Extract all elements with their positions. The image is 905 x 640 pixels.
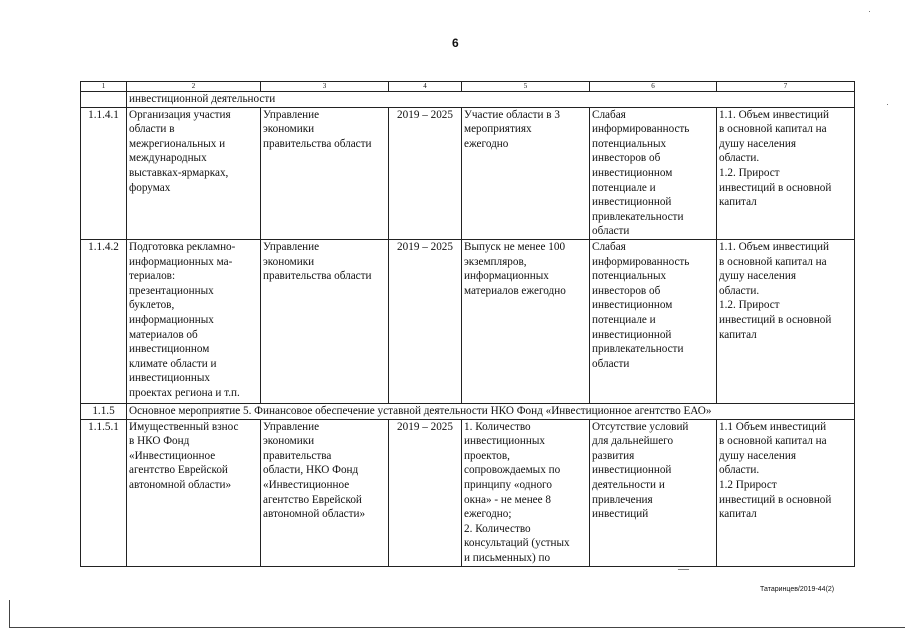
table-row <box>81 239 855 403</box>
consequences <box>590 239 717 403</box>
cell-line: проектах региона и т.п. <box>129 386 240 399</box>
cell-line: области в <box>129 123 175 136</box>
cell-line: инвестиционном <box>592 166 673 179</box>
cell-line: Выпуск не менее 100 <box>464 240 566 253</box>
page-number: 6 <box>452 36 459 50</box>
scan-edge-bottom <box>10 627 905 628</box>
cell-line: 1.2. Прирост <box>719 166 780 179</box>
cell-line: сопровождаемых по <box>464 464 561 477</box>
indicator-link <box>717 419 855 566</box>
cell-line: инвестиционном <box>592 299 673 312</box>
cell-line: правительства <box>263 449 332 462</box>
document-id: Татаринцев/2019-44(2) <box>760 586 835 593</box>
cell-line: инвестиционной <box>592 328 672 341</box>
column-number: 2 <box>127 82 261 92</box>
section-title: Основное мероприятие 5. Финансовое обеспечение уставной деятельности НКО Фонд «Инвестиционное агентство ЕАО» <box>127 403 855 419</box>
cell-line: инвестиций в основной <box>719 313 832 326</box>
cell-line: в основной капитал на <box>719 123 827 136</box>
cell-line: в основной капитал на <box>719 255 827 268</box>
executor <box>261 107 389 239</box>
cell-line: презентационных <box>129 284 214 297</box>
event-name <box>127 419 261 566</box>
executor <box>261 239 389 403</box>
column-number: 5 <box>462 82 590 92</box>
dash-mark: — <box>678 563 689 575</box>
cell-line: области. <box>719 284 760 297</box>
cell-line: выставках-ярмарках, <box>129 166 229 179</box>
period: 2019 – 2025 <box>389 107 462 239</box>
cell-line: привлекательности <box>592 210 684 223</box>
indicator <box>462 239 590 403</box>
cell-line: информационных <box>464 270 549 283</box>
cell-line: информационных ма- <box>129 255 233 268</box>
cell-line: капитал <box>719 328 757 341</box>
cell-line: в основной капитал на <box>719 435 827 448</box>
cell-line: межрегиональных и <box>129 137 226 150</box>
cell-line: териалов: <box>129 270 176 283</box>
indicator-link <box>717 239 855 403</box>
cell-line: душу населения <box>719 449 796 462</box>
cell-line: инвесторов об <box>592 152 661 165</box>
table-row <box>81 107 855 239</box>
event-name <box>127 107 261 239</box>
section-row <box>81 403 855 419</box>
cell-line: области. <box>719 464 760 477</box>
cell-line: душу населения <box>719 137 796 150</box>
cell-line: инвестиций в основной <box>719 493 832 506</box>
cell-line: информационных <box>129 313 214 326</box>
cell-line: инвестиций в основной <box>719 181 832 194</box>
cell-line: консультаций (устных <box>464 537 570 550</box>
cell-line: Управление <box>263 108 320 121</box>
cell-line: экономики <box>263 255 315 268</box>
cell-line: Имущественный взнос <box>129 420 239 433</box>
cell-line: мероприятиях <box>464 123 532 136</box>
row-code: 1.1.4.2 <box>81 239 127 403</box>
period: 2019 – 2025 <box>389 239 462 403</box>
column-number: 6 <box>590 82 717 92</box>
cell-line: материалов об <box>129 328 198 341</box>
empty-cell <box>81 92 127 108</box>
cell-line: 1.1. Объем инвестиций <box>719 108 829 121</box>
cell-line: экономики <box>263 435 315 448</box>
cell-line: Слабая <box>592 240 626 253</box>
cell-line: 1.2. Прирост <box>719 299 780 312</box>
cell-line: инвестиционном <box>129 343 210 356</box>
continuation-text: инвестиционной деятельности <box>127 92 855 108</box>
cell-line: Слабая <box>592 108 626 121</box>
cell-line: экземпляров, <box>464 255 527 268</box>
cell-line: 1. Количество <box>464 420 531 433</box>
indicator <box>462 107 590 239</box>
cell-line: материалов ежегодно <box>464 284 566 297</box>
indicator-link <box>717 107 855 239</box>
cell-line: буклетов, <box>129 299 175 312</box>
cell-line: деятельности и <box>592 478 665 491</box>
cell-line: области <box>592 225 630 238</box>
program-events-table <box>80 81 855 567</box>
cell-line: развития <box>592 449 635 462</box>
cell-line: потенциальных <box>592 137 667 150</box>
cell-line: капитал <box>719 508 757 521</box>
cell-line: 1.2 Прирост <box>719 478 777 491</box>
cell-line: Отсутствие условий <box>592 420 689 433</box>
scan-speck <box>869 11 870 12</box>
cell-line: Подготовка рекламно- <box>129 240 236 253</box>
cell-line: правительства области <box>263 270 372 283</box>
cell-line: привлечения <box>592 493 653 506</box>
event-name <box>127 239 261 403</box>
indicator <box>462 419 590 566</box>
scan-edge-left <box>9 600 10 628</box>
section-code: 1.1.5 <box>81 403 127 419</box>
cell-line: информированность <box>592 255 690 268</box>
cell-line: информированность <box>592 123 690 136</box>
cell-line: области. <box>719 152 760 165</box>
cell-line: привлекательности <box>592 343 684 356</box>
cell-line: потенциальных <box>592 270 667 283</box>
cell-line: инвестиций <box>592 508 649 521</box>
scan-speck <box>887 104 888 105</box>
cell-line: инвесторов об <box>592 284 661 297</box>
cell-line: и письменных) по <box>464 551 551 564</box>
cell-line: агентство Еврейской <box>263 493 362 506</box>
cell-line: Организация участия <box>129 108 231 121</box>
row-code: 1.1.5.1 <box>81 419 127 566</box>
cell-line: инвестиционной <box>592 464 672 477</box>
cell-line: агентство Еврейской <box>129 464 228 477</box>
cell-line: «Инвестиционное <box>263 478 350 491</box>
cell-line: 2. Количество <box>464 522 531 535</box>
cell-line: Управление <box>263 240 320 253</box>
cell-line: инвестиционных <box>464 435 545 448</box>
cell-line: Управление <box>263 420 320 433</box>
cell-line: ежегодно; <box>464 508 512 521</box>
executor <box>261 419 389 566</box>
column-number: 4 <box>389 82 462 92</box>
cell-line: правительства области <box>263 137 372 150</box>
period: 2019 – 2025 <box>389 419 462 566</box>
consequences <box>590 419 717 566</box>
cell-line: в НКО Фонд <box>129 435 190 448</box>
cell-line: проектов, <box>464 449 510 462</box>
cell-line: окна» - не менее 8 <box>464 493 551 506</box>
cell-line: душу населения <box>719 270 796 283</box>
cell-line: для дальнейшего <box>592 435 674 448</box>
cell-line: экономики <box>263 123 315 136</box>
cell-line: принципу «одного <box>464 478 552 491</box>
cell-line: области <box>592 357 630 370</box>
cell-line: климате области и <box>129 357 217 370</box>
cell-line: капитал <box>719 196 757 209</box>
cell-line: инвестиционной <box>592 196 672 209</box>
cell-line: автономной области» <box>263 508 366 521</box>
cell-line: «Инвестиционное <box>129 449 216 462</box>
continuation-row <box>81 92 855 108</box>
table-row <box>81 419 855 566</box>
cell-line: Участие области в 3 <box>464 108 560 121</box>
consequences <box>590 107 717 239</box>
row-code: 1.1.4.1 <box>81 107 127 239</box>
cell-line: потенциале и <box>592 181 656 194</box>
cell-line: области, НКО Фонд <box>263 464 359 477</box>
column-number: 7 <box>717 82 855 92</box>
cell-line: ежегодно <box>464 137 509 150</box>
column-number: 3 <box>261 82 389 92</box>
cell-line: потенциале и <box>592 313 656 326</box>
cell-line: международных <box>129 152 207 165</box>
cell-line: 1.1. Объем инвестиций <box>719 240 829 253</box>
cell-line: инвестиционных <box>129 372 210 385</box>
cell-line: автономной области» <box>129 478 232 491</box>
column-number: 1 <box>81 82 127 92</box>
column-number-row <box>81 82 855 92</box>
cell-line: 1.1 Объем инвестиций <box>719 420 827 433</box>
cell-line: форумах <box>129 181 171 194</box>
